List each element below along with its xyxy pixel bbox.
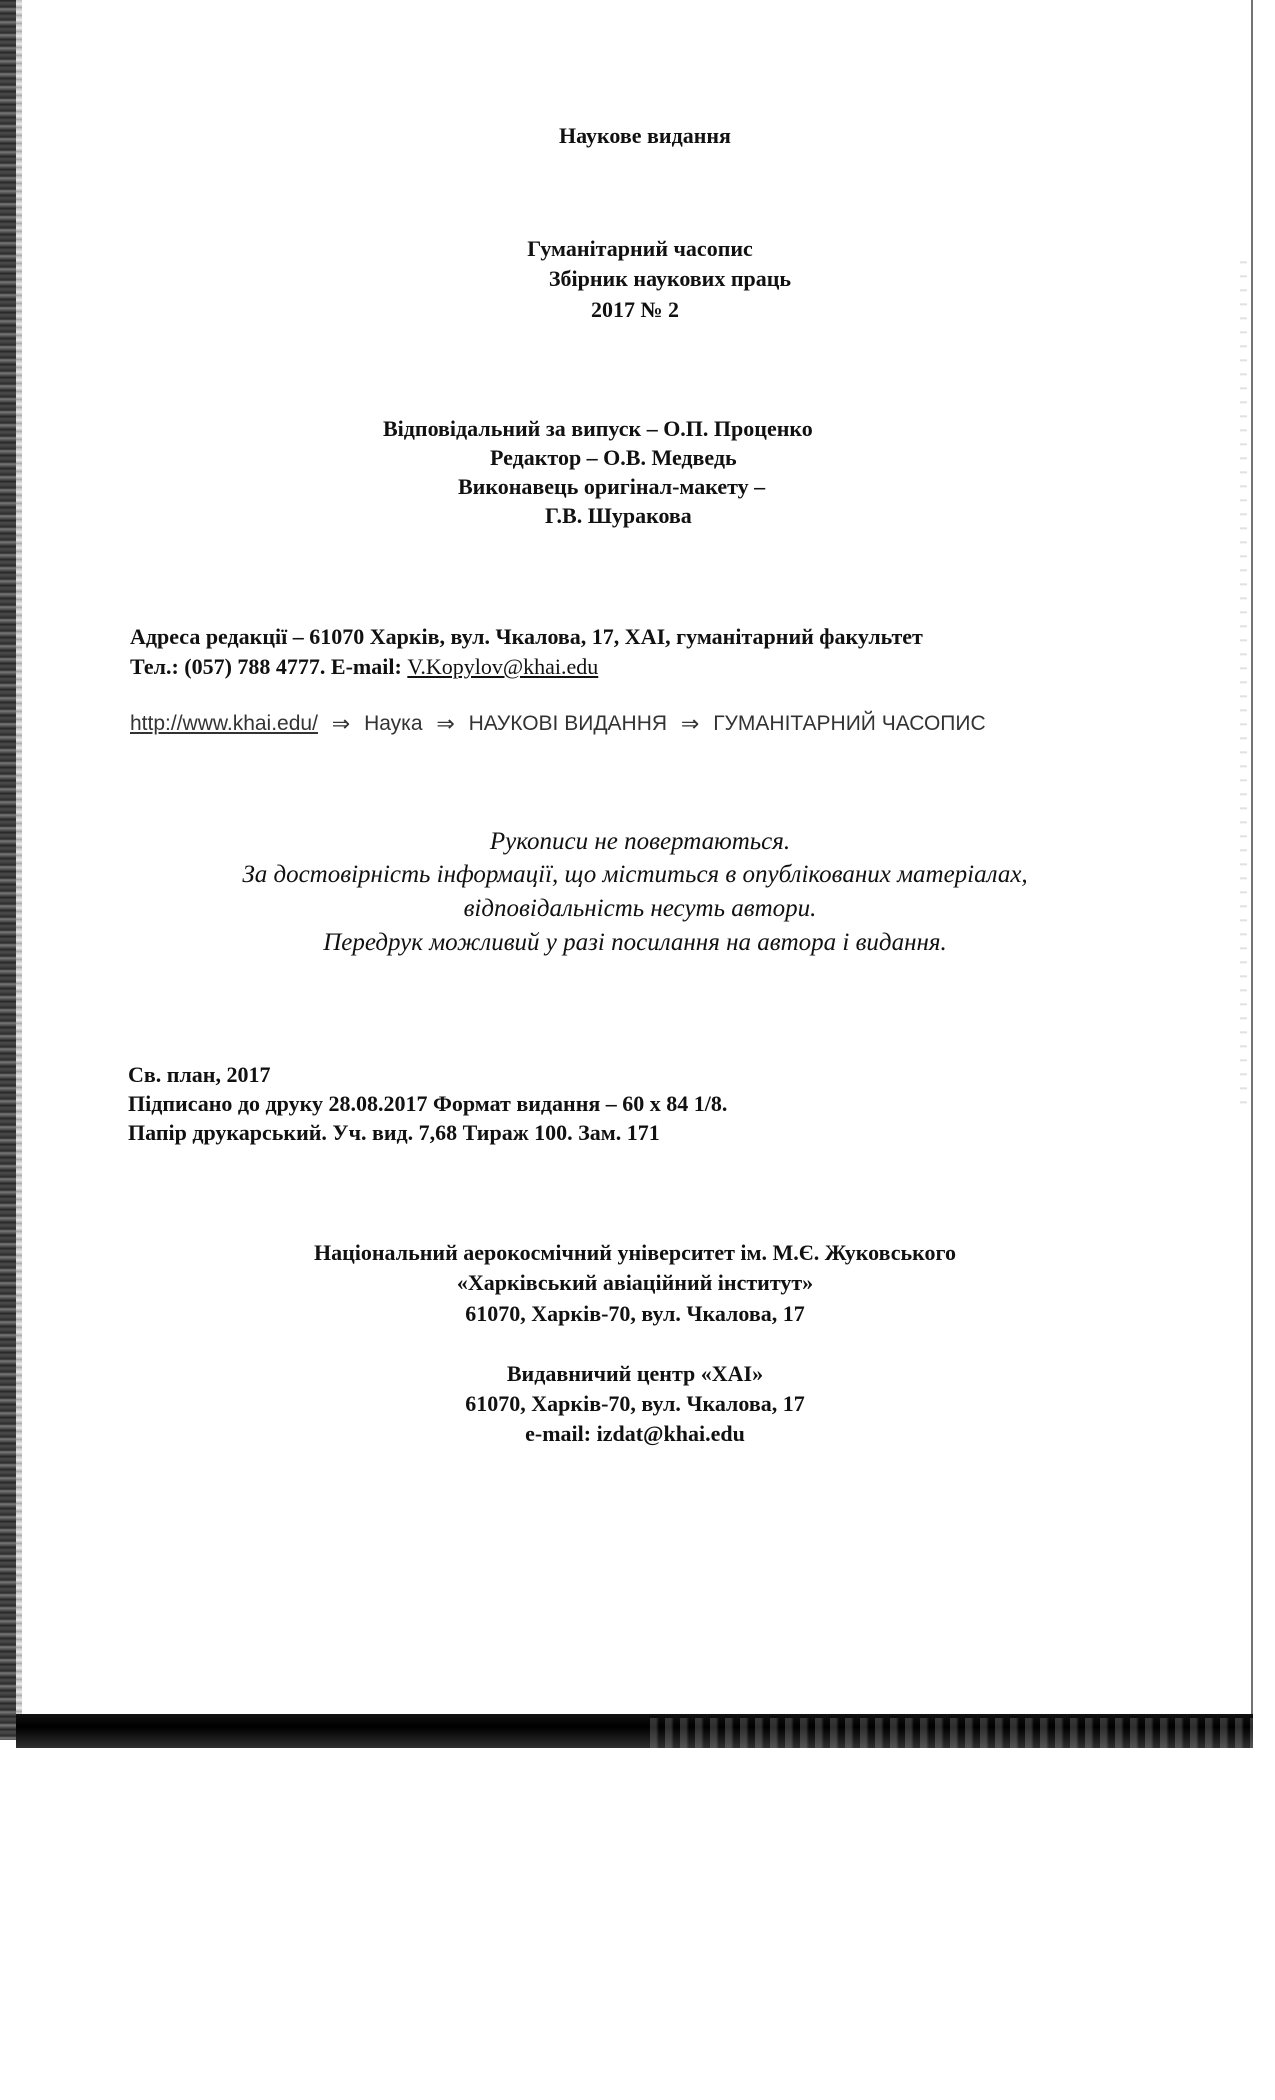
layout-label: Виконавець оригінал-макету – [458, 474, 766, 499]
university-name: Національний аерокосмічний університет ім. М.Є. Жуковського [313, 1240, 957, 1265]
responsible-person: Відповідальний за випуск – О.П. Проценко [383, 416, 813, 441]
publication-plan: Св. план, 2017 [128, 1062, 271, 1087]
arrow-right-icon: ⇒ [331, 712, 351, 737]
publisher-email[interactable]: e-mail: izdat@khai.edu [525, 1421, 745, 1446]
reprint-notice: Передрук можливий у разі посилання на автора і видання. [323, 929, 947, 956]
document-heading: Наукове видання [559, 123, 731, 148]
layout-person: Г.В. Шуракова [545, 503, 692, 528]
editor-person: Редактор – О.В. Медведь [490, 445, 737, 470]
responsibility-notice-line-1: За достовірність інформації, що міститься в опублікованих матеріалах, [242, 861, 1028, 888]
navigation-science[interactable]: Наука [364, 712, 423, 735]
publisher-address: 61070, Харків-70, вул. Чкалова, 17 [465, 1391, 805, 1416]
journal-subtitle: Збірник наукових праць [548, 266, 792, 291]
website-navigation-path [130, 713, 986, 735]
scan-left-edge [0, 0, 16, 1740]
scan-right-noise [1240, 250, 1247, 1110]
journal-title: Гуманітарний часопис [527, 236, 753, 261]
editorial-address: Адреса редакції – 61070 Харків, вул. Чкалова, 17, ХАІ, гуманітарний факультет [130, 624, 923, 649]
publication-signed-and-format: Підписано до друку 28.08.2017 Формат видання – 60 х 84 1/8. [128, 1091, 728, 1116]
publication-paper-details: Папір друкарський. Уч. вид. 7,68 Тираж 100. Зам. 171 [128, 1120, 660, 1145]
manuscripts-notice: Рукописи не повертаються. [489, 828, 791, 855]
navigation-humanitarian-journal[interactable]: ГУМАНІТАРНИЙ ЧАСОПИС [713, 712, 986, 735]
scan-right-border [1251, 0, 1253, 1740]
navigation-scientific-publications[interactable]: НАУКОВІ ВИДАННЯ [468, 712, 668, 735]
publisher-name: Видавничий центр «ХАІ» [506, 1361, 764, 1386]
arrow-right-icon: ⇒ [680, 712, 700, 737]
university-institute: «Харківський авіаційний інститут» [456, 1270, 814, 1295]
journal-issue: 2017 № 2 [590, 297, 680, 322]
phone-and-email-label: Тел.: (057) 788 4777. E-mail: [130, 654, 408, 679]
university-address: 61070, Харків-70, вул. Чкалова, 17 [465, 1301, 805, 1326]
scan-bottom-fade [650, 1718, 1253, 1752]
website-link[interactable]: http://www.khai.edu/ [130, 712, 318, 735]
arrow-right-icon: ⇒ [436, 712, 455, 737]
scan-left-shadow [16, 0, 22, 1740]
editorial-email-link[interactable]: V.Kopylov@khai.edu [407, 654, 599, 679]
responsibility-notice-line-2: відповідальність несуть автори. [463, 895, 817, 922]
editorial-contact-line [130, 656, 598, 678]
